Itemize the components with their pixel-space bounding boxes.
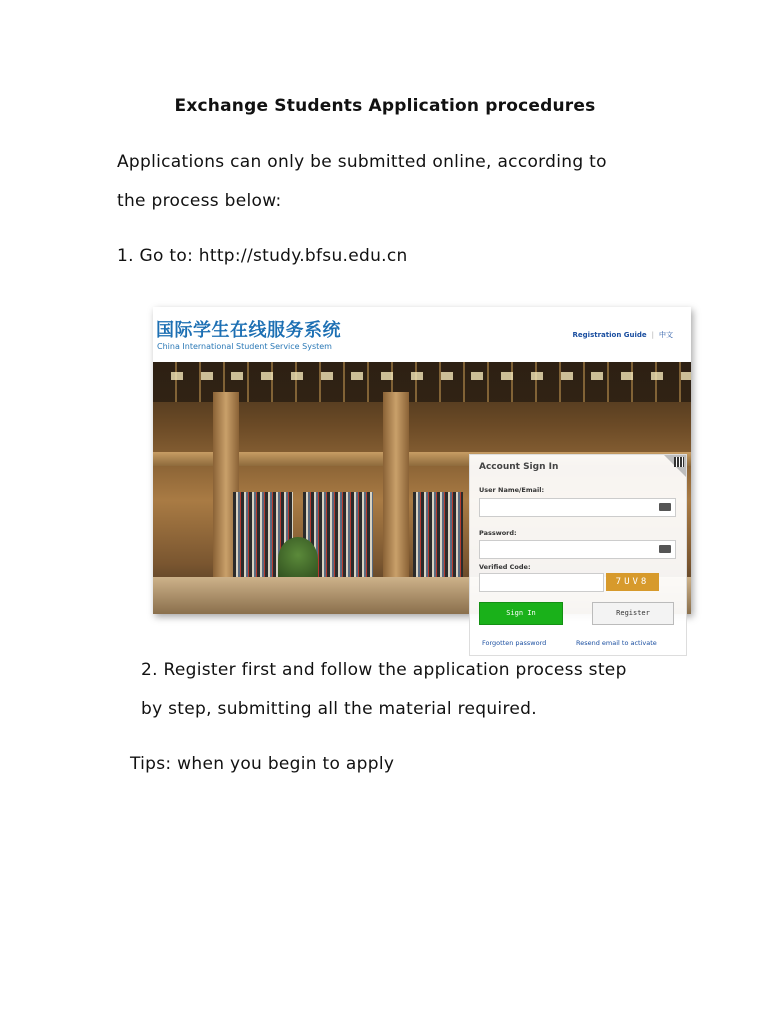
registration-guide-link[interactable]: Registration Guide <box>572 331 647 339</box>
intro-text-line-2: the process below: <box>117 191 282 211</box>
header-link-separator: | <box>651 331 654 339</box>
library-background-image <box>153 362 691 647</box>
password-input[interactable] <box>479 540 676 559</box>
keyboard-icon[interactable] <box>659 503 671 511</box>
ceiling-lights <box>153 372 691 380</box>
username-input[interactable] <box>479 498 676 517</box>
website-screenshot <box>153 307 691 647</box>
verified-code-label: Verified Code: <box>479 563 531 571</box>
qr-code-icon[interactable] <box>674 457 684 467</box>
step-1-text: 1. Go to: http://study.bfsu.edu.cn <box>117 246 408 266</box>
site-header <box>153 307 691 362</box>
sign-in-button[interactable]: Sign In <box>479 602 563 625</box>
step-2-text-line-1: 2. Register first and follow the application process step <box>141 660 627 680</box>
intro-text-line-1: Applications can only be submitted online, according to <box>117 152 607 172</box>
forgotten-password-link[interactable]: Forgotten password <box>482 639 547 647</box>
step-2-text-line-2: by step, submitting all the material required. <box>141 699 537 719</box>
document-title: Exchange Students Application procedures <box>174 96 596 116</box>
password-label: Password: <box>479 529 517 537</box>
bookshelf <box>413 492 463 582</box>
username-label: User Name/Email: <box>479 486 545 494</box>
site-logo-chinese: 国际学生在线服务系统 <box>156 320 341 341</box>
sign-in-panel <box>469 454 687 656</box>
site-logo-english: China International Student Service System <box>157 342 332 351</box>
resend-activation-link[interactable]: Resend email to activate <box>576 639 657 647</box>
verified-code-input[interactable] <box>479 573 604 592</box>
potted-plant <box>278 537 318 582</box>
tips-text: Tips: when you begin to apply <box>130 754 395 774</box>
header-links <box>573 330 673 340</box>
sign-in-title: Account Sign In <box>479 462 559 472</box>
captcha-image[interactable]: 7UV8 <box>606 573 659 591</box>
keyboard-icon[interactable] <box>659 545 671 553</box>
register-button[interactable]: Register <box>592 602 674 625</box>
language-switch-link[interactable]: 中文 <box>659 331 673 339</box>
